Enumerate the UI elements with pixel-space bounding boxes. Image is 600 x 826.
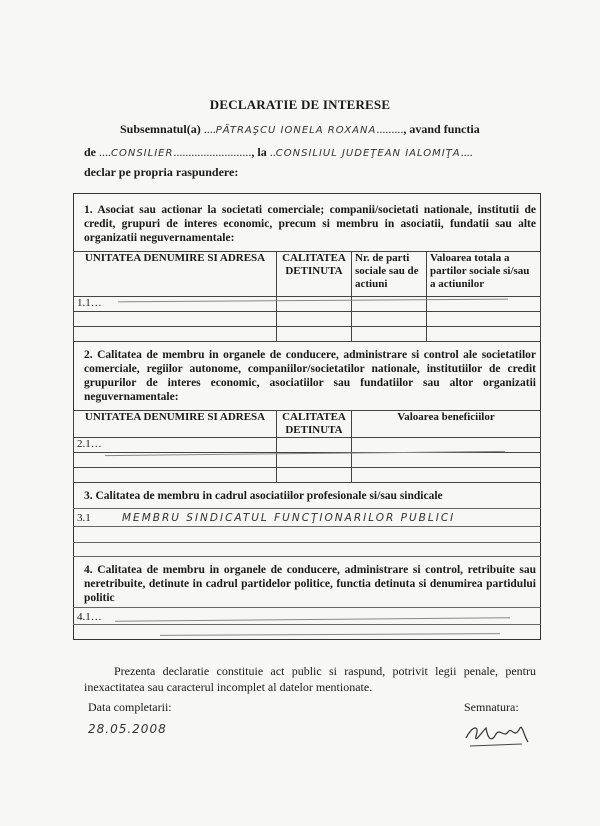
section-2-table: [73, 410, 541, 483]
divider: [73, 607, 541, 608]
col-nr-parti: Nr. de parti sociale sau de actiuni: [352, 252, 427, 297]
de-label: de: [84, 145, 96, 159]
section-4-title: 4. Calitatea de membru in organele de conducere, administrare si control, retribuite sau neretribuite, detinute in cadrul partidelor politice, functia detinuta si denumirea partidului politic: [84, 564, 536, 604]
institution-value[interactable]: CONSILIUL JUDEŢEAN IALOMIŢA: [275, 148, 461, 159]
col-unitatea: UNITATEA DENUMIRE SI ADRESA: [74, 252, 277, 297]
date-label: Data completarii:: [88, 700, 172, 714]
row-4-1-label: 4.1…: [77, 611, 102, 623]
divider: [73, 542, 541, 543]
document-title: DECLARATIE DE INTERESE: [209, 97, 391, 112]
date-value[interactable]: 28.05.2008: [88, 722, 167, 736]
row-1-1-unit[interactable]: 1.1…: [74, 297, 277, 312]
row-3-1-value[interactable]: MEMBRU SINDICATUL FUNCŢIONARILOR PUBLICI: [122, 512, 456, 524]
function-value[interactable]: CONSILIER: [111, 148, 174, 159]
col-valoarea-beneficiilor: Valoarea beneficiilor: [352, 411, 541, 438]
function-label: , avand functia: [403, 122, 480, 136]
col-calitatea: CALITATEA DETINUTA: [277, 252, 352, 297]
section-3-title: 3. Calitatea de membru in cadrul asociatiilor profesionale si/sau sindicale: [84, 490, 443, 502]
function-line: de ....CONSILIER.........................., la ..CONSILIUL JUDEŢEAN IALOMIŢA....: [84, 145, 473, 159]
subsemnatul-label: Subsemnatul(a): [120, 122, 201, 136]
section-2-title: 2. Calitatea de membru in organele de conducere, administrare si control ale societatilor comerciale, regiilor autonome, companiilor/societatilor nationale, institutiilor de credit grupurilor de interes economic, asociatiilor sau fundatiilor sau altor organizatii neguvernamentale:: [84, 349, 536, 403]
col-unitatea: UNITATEA DENUMIRE SI ADRESA: [74, 411, 277, 438]
legal-statement: Prezenta declaratie constituie act public si raspund, potrivit legii penale, pentru inexactitatea sau caracterul incomplet al datelor mentionate.: [84, 664, 536, 694]
section-1-table: [73, 251, 541, 342]
col-calitatea: CALITATEA DETINUTA: [277, 411, 352, 438]
signature-label: Semnatura:: [464, 700, 519, 714]
signature-mark[interactable]: [462, 718, 532, 754]
declare-label: declar pe propria raspundere:: [84, 165, 239, 179]
la-label: , la: [251, 145, 267, 159]
row-3-1-label: 3.1: [77, 512, 91, 524]
section-1-title: 1. Asociat sau actionar la societati comerciale; companii/societati nationale, institutii de credit, grupuri de interes economic, precum si membru in asociatii, fundatii sau alte organizatii neguvernamentale:: [84, 204, 536, 244]
divider: [73, 624, 541, 625]
col-valoarea-totala: Valoarea totala a partilor sociale si/sau a actiunilor: [427, 252, 541, 297]
divider: [73, 526, 541, 527]
divider: [73, 508, 541, 509]
declarant-name[interactable]: PĂTRAŞCU IONELA ROXANA: [215, 125, 377, 136]
divider: [73, 556, 541, 557]
row-2-1-unit[interactable]: 2.1…: [74, 438, 277, 453]
declarant-line: Subsemnatul(a) ....PĂTRAŞCU IONELA ROXANA........., avand functia: [120, 122, 480, 136]
